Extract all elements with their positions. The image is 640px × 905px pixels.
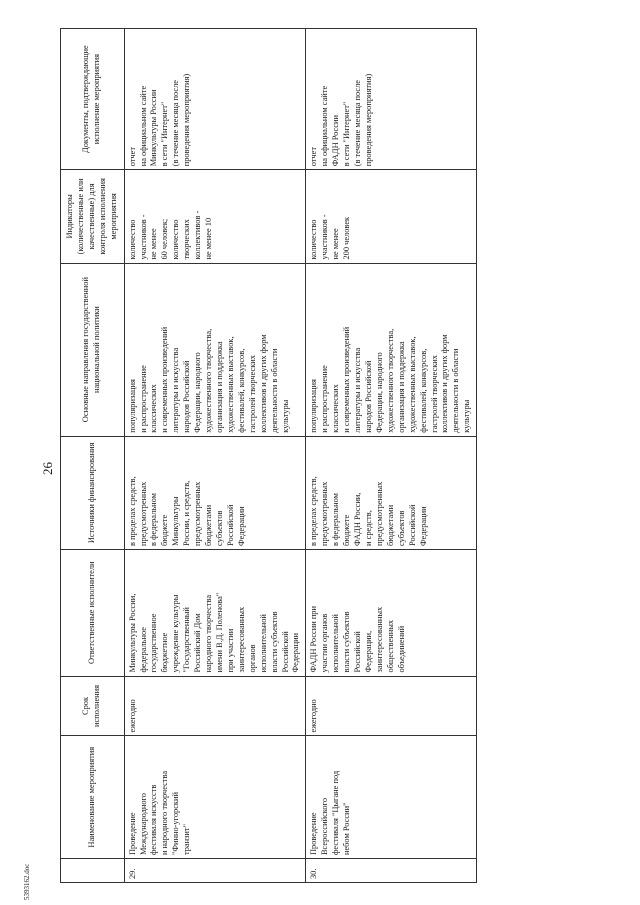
col-header-term: Срок исполнения (61, 676, 125, 736)
event-term: ежегодно (124, 676, 306, 736)
col-header-policy-directions: Основные направления государственной национальной политики (61, 263, 125, 436)
table-row (124, 29, 306, 883)
col-header-financing: Источники финансирования (61, 436, 125, 549)
event-executors: ФАДН России при участии органов исполнительной власти субъектов Российской Федерации, заинтересованных общественных объединений (306, 549, 477, 676)
document-footer: 5393162.doc (23, 863, 31, 900)
col-header-number (61, 859, 125, 883)
table-body (124, 29, 477, 883)
table-row (306, 29, 477, 883)
col-header-executors: Ответственные исполнители (61, 549, 125, 676)
event-policy-directions: популяризация и распространение классических и современных произведений литературы и искусства народов Российской Федерации, народного художественного творчества, организация и поддержка художественных выставок, фестивалей, конкурсов, гастролей творческих коллективов и других форм деятельности в области культуры (306, 263, 477, 436)
table-header (61, 29, 125, 883)
event-policy-directions: популяризация и распространение классических и современных произведений литературы и искусства народов Российской Федерации, народного художественного творчества, организация и поддержка художественных выставок, фестивалей, конкурсов, гастролей творческих коллективов и других форм деятельности в области культуры (124, 263, 306, 436)
row-number: 30. (306, 859, 477, 883)
event-term: ежегодно (306, 676, 477, 736)
col-header-documents: Документы, подтверждающие исполнение мероприятия (61, 29, 125, 170)
event-name: Проведение Всероссийского фестиваля "Цыгане под небом России" (306, 736, 477, 859)
event-documents: отчет на официальном сайте ФАДН России в сети "Интернет" (в течение месяца после проведения мероприятия) (306, 29, 477, 170)
event-name: Проведение Международного фестиваля искусств и народного творчества "Финно-угорский транзит" (124, 736, 306, 859)
events-table (60, 28, 477, 883)
col-header-event-name: Наименование мероприятия (61, 736, 125, 859)
event-indicators: количество участников - не менее 60 человек; количество творческих коллективов - не менее 10 (124, 170, 306, 263)
event-documents: отчет на официальном сайте Минкультуры России в сети "Интернет" (в течение месяца после проведения мероприятия) (124, 29, 306, 170)
page-number: 26 (40, 462, 55, 475)
header-row (61, 29, 125, 883)
col-header-indicators: Индикаторы (количественные или качественные) для контроля исполнения мероприятия (61, 170, 125, 263)
event-indicators: количество участников - не менее 200 человек (306, 170, 477, 263)
event-financing: в пределах средств, предусмотренных в федеральном бюджете Минкультуры России, и средств, предусмотренных бюджетами субъектов Российской Федерации (124, 436, 306, 549)
event-executors: Минкультуры России, федеральное государственное бюджетное учреждение культуры "Государственный Российский Дом народного творчества имени В.Д. Поленова" при участии заинтересованных органов исполнительной власти субъектов Российской Федерации (124, 549, 306, 676)
row-number: 29. (124, 859, 306, 883)
event-financing: в пределах средств, предусмотренных в федеральном бюджете ФАДН России, и средств, предусмотренных бюджетами субъектов Российской Федерации (306, 436, 477, 549)
